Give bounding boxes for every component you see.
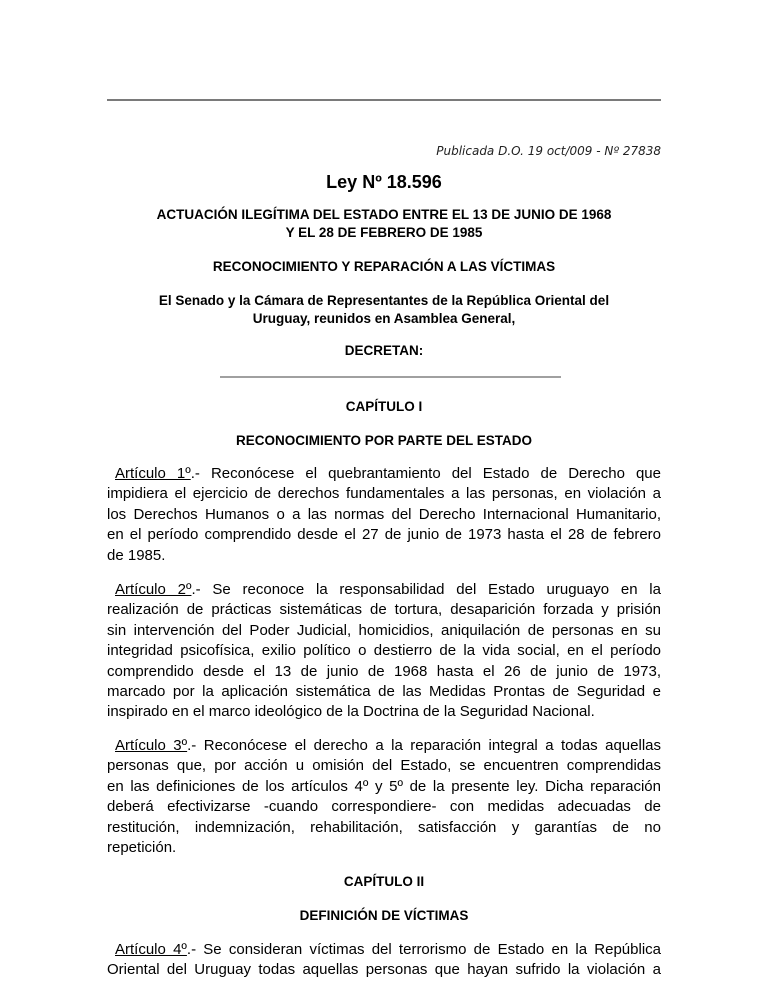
article-line: impidiera el ejercicio de derechos fundamentales a las personas, en violación a xyxy=(107,485,661,503)
article-1 xyxy=(107,464,661,566)
article-text: Reconócese el derecho a la reparación integral a todas aquellas xyxy=(203,737,661,754)
article-line: realización de prácticas sistemáticas de tortura, desaparición forzada y prisión xyxy=(107,601,661,619)
article-line xyxy=(107,940,661,960)
chapter-2-subtitle: DEFINICIÓN DE VÍCTIMAS xyxy=(299,908,469,923)
article-line: repetición. xyxy=(107,839,177,857)
publication-note: Publicada D.O. 19 oct/009 - Nº 27838 xyxy=(436,144,661,158)
article-separator: .- xyxy=(187,737,204,754)
law-title: Ley Nº 18.596 xyxy=(326,172,442,192)
chapter-1-title: CAPÍTULO I xyxy=(345,399,423,414)
preamble-line: Uruguay, reunidos en Asamblea General, xyxy=(252,311,516,326)
article-link[interactable]: Artículo 1º xyxy=(115,465,191,482)
article-line xyxy=(107,580,661,600)
decretan: DECRETAN: xyxy=(344,343,424,358)
heading-reconocimiento: RECONOCIMIENTO Y REPARACIÓN A LAS VÍCTIMAS xyxy=(212,259,556,274)
section-divider xyxy=(220,376,561,378)
article-separator: .- xyxy=(186,941,204,958)
heading-actuacion xyxy=(107,206,661,242)
article-line: comprendido desde el 13 de junio de 1968 hasta el 26 de junio de 1973, xyxy=(107,662,661,680)
article-line: inspirado en el marco ideológico de la Doctrina de la Seguridad Nacional. xyxy=(107,703,595,721)
heading-line: Y EL 28 DE FEBRERO DE 1985 xyxy=(285,225,483,240)
article-2 xyxy=(107,580,661,723)
article-4 xyxy=(107,940,661,981)
article-line: marcado por la aplicación sistemática de las Medidas Prontas de Seguridad e xyxy=(107,683,661,701)
article-line: los Derechos Humanos o a las normas del Derecho Internacional Humanitario, xyxy=(107,505,661,523)
article-text: Reconócese el quebrantamiento del Estado de Derecho que xyxy=(210,465,661,482)
article-line: deberá efectivizarse -cuando correspondiere- con medidas adecuadas de xyxy=(107,798,661,816)
article-line: Oriental del Uruguay todas aquellas personas que hayan sufrido la violación a xyxy=(107,961,661,979)
preamble-line: El Senado y la Cámara de Representantes de la República Oriental del xyxy=(158,293,610,308)
article-text: Se consideran víctimas del terrorismo de Estado en la República xyxy=(203,941,661,958)
article-line xyxy=(107,464,661,484)
article-3 xyxy=(107,736,661,858)
article-line: en el período comprendido desde el 27 de junio de 1973 hasta el 28 de febrero xyxy=(107,526,661,544)
chapter-2-title: CAPÍTULO II xyxy=(343,874,425,889)
heading-line: ACTUACIÓN ILEGÍTIMA DEL ESTADO ENTRE EL 13 DE JUNIO DE 1968 xyxy=(156,207,612,222)
article-separator: .- xyxy=(191,581,213,598)
article-line: restitución, indemnización, rehabilitación, satisfacción y garantías de no xyxy=(107,818,661,836)
article-line: personas que, por acción u omisión del Estado, se encuentren comprendidas xyxy=(107,757,661,775)
article-separator: .- xyxy=(190,465,211,482)
article-line: integridad psicofísica, exilio político o destierro de la vida social, en el período xyxy=(107,642,661,660)
article-link[interactable]: Artículo 4º xyxy=(115,941,187,958)
article-line xyxy=(107,736,661,756)
article-link[interactable]: Artículo 3º xyxy=(115,737,188,754)
preamble xyxy=(107,292,661,328)
chapter-1-subtitle: RECONOCIMIENTO POR PARTE DEL ESTADO xyxy=(235,433,533,448)
article-text: Se reconoce la responsabilidad del Estado uruguayo en la xyxy=(212,581,661,598)
top-divider xyxy=(107,99,661,101)
article-link[interactable]: Artículo 2º xyxy=(115,581,192,598)
article-line: de 1985. xyxy=(107,546,166,564)
article-line: sin intervención del Poder Judicial, homicidios, aniquilación de personas en su xyxy=(107,621,661,639)
article-line: en las definiciones de los artículos 4º y 5º de la presente ley. Dicha reparación xyxy=(107,777,661,795)
